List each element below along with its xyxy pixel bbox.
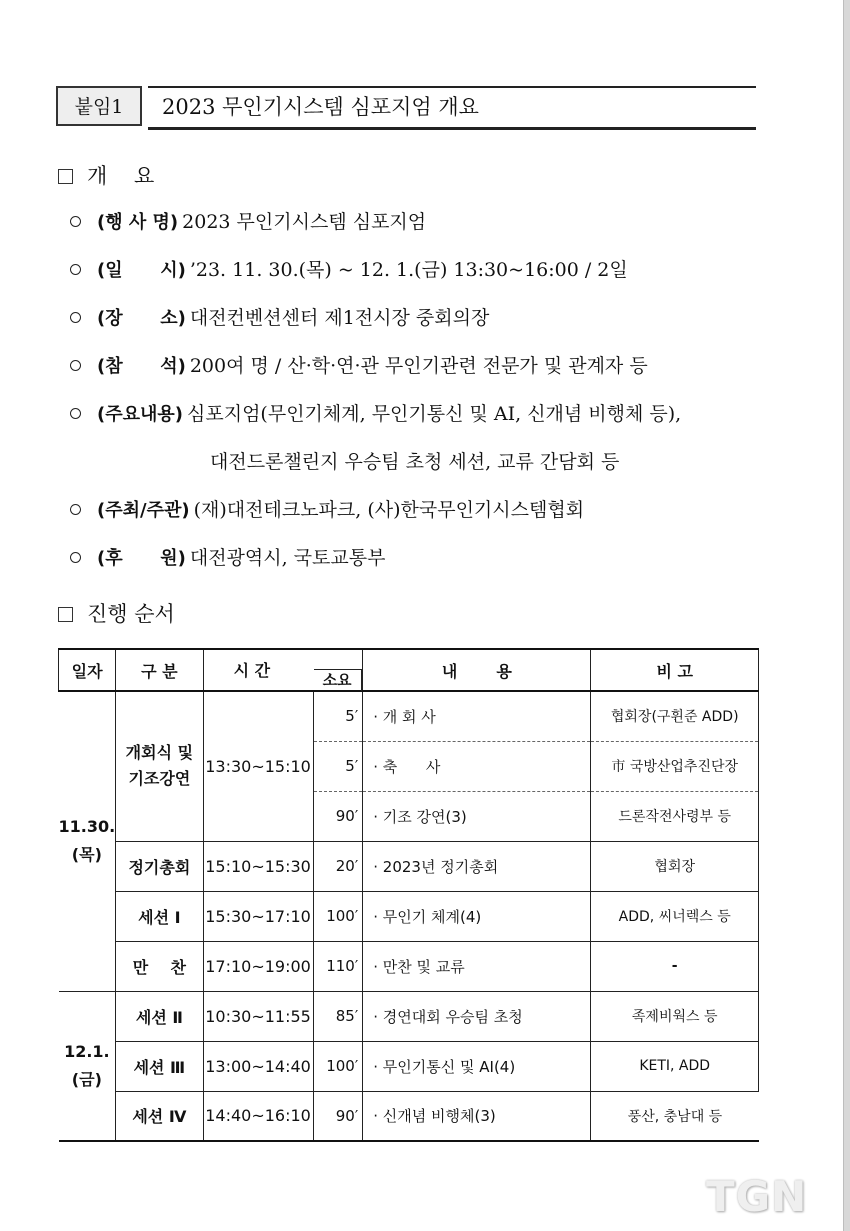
header-note: 비 고 <box>591 649 759 691</box>
time-cell: 13:00~14:40 <box>203 1041 313 1091</box>
overview-content-continued: 대전드론챌린지 우승팀 초청 세션, 교류 간담회 등 <box>210 451 620 473</box>
time-cell: 14:40~16:10 <box>203 1091 313 1141</box>
overview-label: (참 석) <box>97 356 186 377</box>
header-time <box>203 649 363 691</box>
section-overview-heading <box>58 160 154 190</box>
category-cell: 세션 Ⅲ <box>116 1041 203 1091</box>
circle-bullet-icon <box>70 216 81 227</box>
time-cell: 13:30~15:10 <box>203 691 313 841</box>
circle-bullet-icon <box>70 360 81 371</box>
category-cell: 정기총회 <box>116 841 203 891</box>
circle-bullet-icon <box>70 408 81 419</box>
overview-value: 2023 무인기시스템 심포지엄 <box>182 211 427 233</box>
duration-cell: 5′ <box>313 741 363 791</box>
overview-label: (일 시) <box>97 260 186 281</box>
time-cell: 10:30~11:55 <box>203 991 313 1041</box>
category-cell: 세션 Ⅰ <box>116 891 203 941</box>
header-date: 일자 <box>59 649 116 691</box>
overview-value: 대전광역시, 국토교통부 <box>189 547 386 569</box>
overview-value: 대전컨벤션센터 제1전시장 중회의장 <box>189 307 490 329</box>
table-row <box>59 991 759 1041</box>
checkbox-square-icon <box>58 169 73 184</box>
content-cell: · 2023년 정기총회 <box>363 841 591 891</box>
note-cell: 풍산, 충남대 등 <box>591 1091 759 1141</box>
duration-cell: 85′ <box>313 991 363 1041</box>
content-cell: · 경연대회 우승팀 초청 <box>363 991 591 1041</box>
circle-bullet-icon <box>70 504 81 515</box>
circle-bullet-icon <box>70 312 81 323</box>
section-schedule-label: 진행 순서 <box>87 602 175 626</box>
content-cell: · 신개념 비행체(3) <box>363 1091 591 1141</box>
date-cell: 12.1. (금) <box>59 991 116 1141</box>
note-cell: 市 국방산업추진단장 <box>591 741 759 791</box>
category-cell: 세션 Ⅳ <box>116 1091 203 1141</box>
content-cell: · 축 사 <box>363 741 591 791</box>
date-cell: 11.30. (목) <box>59 691 116 991</box>
content-cell: · 무인기통신 및 AI(4) <box>363 1041 591 1091</box>
overview-item-content <box>70 399 681 426</box>
table-row <box>59 691 759 741</box>
overview-value: 심포지엄(무인기체계, 무인기통신 및 AI, 신개념 비행체 등), <box>187 403 682 425</box>
overview-value: ’23. 11. 30.(목) ~ 12. 1.(금) 13:30~16:00 / 2일 <box>189 259 628 281</box>
duration-cell: 90′ <box>313 791 363 841</box>
overview-item-name <box>70 207 426 234</box>
overview-label: (행 사 명) <box>97 212 179 233</box>
title-row <box>56 86 756 130</box>
duration-cell: 90′ <box>313 1091 363 1141</box>
note-cell: ADD, 씨너렉스 등 <box>591 891 759 941</box>
note-cell: 협회장 <box>591 841 759 891</box>
duration-cell: 100′ <box>313 1041 363 1091</box>
content-cell: · 무인기 체계(4) <box>363 891 591 941</box>
duration-cell: 100′ <box>313 891 363 941</box>
table-row <box>59 841 759 891</box>
circle-bullet-icon <box>70 552 81 563</box>
tgn-watermark: TGN <box>706 1172 808 1221</box>
overview-value: (재)대전테크노파크, (사)한국무인기시스템협회 <box>193 499 585 521</box>
overview-label: (주요내용) <box>97 404 184 425</box>
time-cell: 15:30~17:10 <box>203 891 313 941</box>
attachment-tag: 붙임1 <box>56 86 142 126</box>
note-cell: 족제비웍스 등 <box>591 991 759 1041</box>
overview-item-sponsor <box>70 543 385 570</box>
header-duration: 소요 <box>314 669 362 691</box>
schedule-table <box>58 648 759 1142</box>
time-cell: 15:10~15:30 <box>203 841 313 891</box>
duration-cell: 5′ <box>313 691 363 741</box>
header-time-label: 시 간 <box>233 661 271 680</box>
section-overview-label: 개 요 <box>87 164 155 188</box>
header-content: 내 용 <box>363 649 591 691</box>
table-row <box>59 1041 759 1091</box>
time-cell: 17:10~19:00 <box>203 941 313 991</box>
overview-item-host <box>70 495 584 522</box>
content-cell: · 개 회 사 <box>363 691 591 741</box>
overview-item-venue <box>70 303 489 330</box>
content-cell: · 만찬 및 교류 <box>363 941 591 991</box>
table-row <box>59 941 759 991</box>
circle-bullet-icon <box>70 264 81 275</box>
overview-label: (후 원) <box>97 548 186 569</box>
duration-cell: 110′ <box>313 941 363 991</box>
overview-value: 200여 명 / 산·학·연·관 무인기관련 전문가 및 관계자 등 <box>189 355 648 377</box>
table-row <box>59 891 759 941</box>
category-cell: 세션 Ⅱ <box>116 991 203 1041</box>
overview-label: (주최/주관) <box>97 500 190 521</box>
duration-cell: 20′ <box>313 841 363 891</box>
checkbox-square-icon <box>58 607 73 622</box>
header-category: 구 분 <box>116 649 203 691</box>
note-cell: - <box>591 941 759 991</box>
document-title: 2023 무인기시스템 심포지엄 개요 <box>148 86 756 130</box>
category-cell: 만 찬 <box>116 941 203 991</box>
content-cell: · 기조 강연(3) <box>363 791 591 841</box>
section-schedule-heading <box>58 598 175 628</box>
note-cell: 협회장(구휜준 ADD) <box>591 691 759 741</box>
note-cell: KETI, ADD <box>591 1041 759 1091</box>
overview-label: (장 소) <box>97 308 186 329</box>
table-row <box>59 1091 759 1141</box>
overview-item-attendees <box>70 351 648 378</box>
category-cell: 개회식 및 기조강연 <box>116 691 203 841</box>
overview-item-date <box>70 255 628 282</box>
note-cell: 드론작전사령부 등 <box>591 791 759 841</box>
